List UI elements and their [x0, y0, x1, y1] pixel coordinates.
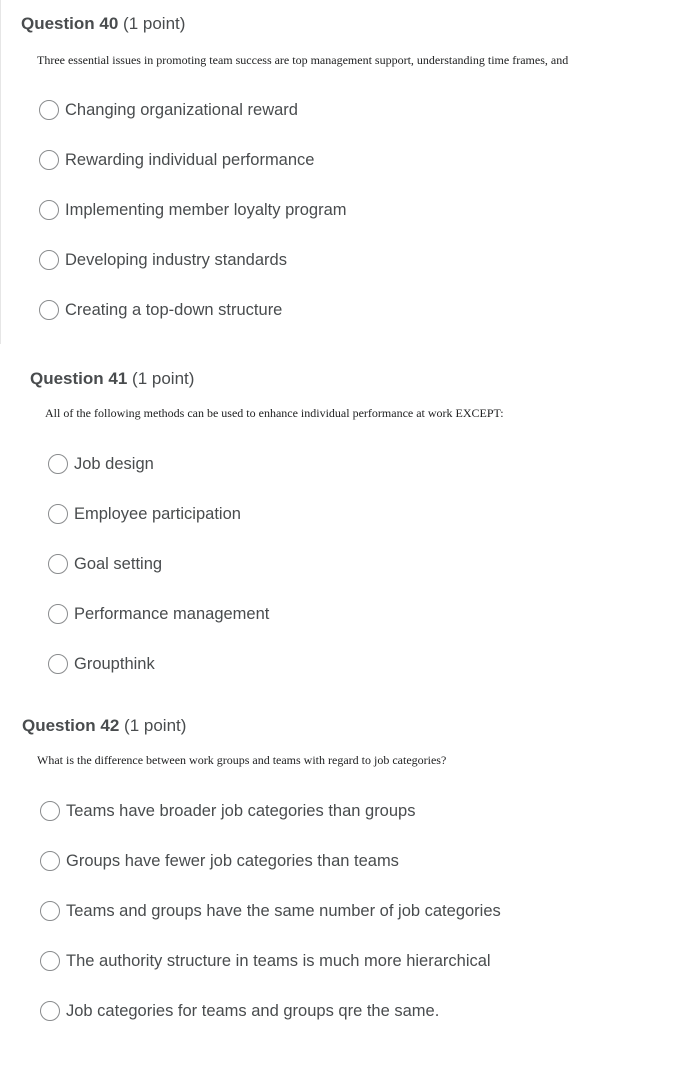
answer-option-label[interactable]: Creating a top-down structure — [65, 301, 283, 319]
question-title — [22, 716, 186, 736]
answer-option-label[interactable]: Performance management — [74, 605, 270, 623]
answer-option-label[interactable]: The authority structure in teams is much more hierarchical — [66, 952, 491, 970]
radio-button[interactable] — [39, 250, 59, 270]
answer-option[interactable] — [40, 849, 399, 873]
answer-option[interactable] — [48, 652, 155, 676]
radio-button[interactable] — [48, 454, 68, 474]
question-number: Question 42 — [22, 716, 120, 735]
question-text: What is the difference between work groups and teams with regard to job categories? — [37, 753, 447, 767]
answer-option-label[interactable]: Rewarding individual performance — [65, 151, 315, 169]
answer-option[interactable] — [48, 452, 154, 476]
answer-option-label[interactable]: Groupthink — [74, 655, 155, 673]
answer-option[interactable] — [48, 502, 241, 526]
answer-option[interactable] — [39, 98, 298, 122]
answer-option[interactable] — [40, 899, 501, 923]
question-points: (1 point) — [124, 716, 187, 735]
answer-option[interactable] — [40, 999, 439, 1023]
question-number: Question 40 — [21, 14, 119, 33]
answer-option-label[interactable]: Groups have fewer job categories than teams — [66, 852, 399, 870]
answer-option-label[interactable]: Job categories for teams and groups qre the same. — [66, 1002, 440, 1020]
answer-option-label[interactable]: Employee participation — [74, 505, 241, 523]
answer-option[interactable] — [40, 949, 491, 973]
radio-button[interactable] — [40, 901, 60, 921]
answer-option[interactable] — [48, 552, 162, 576]
question-40 — [0, 0, 696, 344]
radio-button[interactable] — [39, 200, 59, 220]
question-points: (1 point) — [123, 14, 186, 33]
radio-button[interactable] — [40, 801, 60, 821]
radio-button[interactable] — [48, 604, 68, 624]
answer-option[interactable] — [40, 799, 415, 823]
question-text: All of the following methods can be used to enhance individual performance at work EXCEPT: — [45, 406, 504, 420]
radio-button[interactable] — [40, 1001, 60, 1021]
radio-button[interactable] — [40, 951, 60, 971]
radio-button[interactable] — [39, 100, 59, 120]
answer-option-label[interactable]: Job design — [74, 455, 154, 473]
radio-button[interactable] — [48, 504, 68, 524]
question-text: Three essential issues in promoting team success are top management support, understanding time frames, and — [37, 53, 569, 67]
question-41 — [0, 352, 696, 692]
answer-option[interactable] — [39, 148, 314, 172]
answer-option[interactable] — [39, 248, 287, 272]
question-number: Question 41 — [30, 369, 128, 388]
radio-button[interactable] — [48, 654, 68, 674]
answer-option-label[interactable]: Teams have broader job categories than groups — [66, 802, 416, 820]
question-42 — [0, 700, 696, 1072]
radio-button[interactable] — [48, 554, 68, 574]
answer-option-label[interactable]: Teams and groups have the same number of job categories — [66, 902, 501, 920]
radio-button[interactable] — [39, 300, 59, 320]
question-title — [21, 14, 185, 34]
question-points: (1 point) — [132, 369, 195, 388]
answer-option[interactable] — [39, 298, 282, 322]
answer-option[interactable] — [39, 198, 347, 222]
answer-option[interactable] — [48, 602, 269, 626]
question-title — [30, 369, 194, 389]
answer-option-label[interactable]: Changing organizational reward — [65, 101, 298, 119]
answer-option-label[interactable]: Implementing member loyalty program — [65, 201, 347, 219]
answer-option-label[interactable]: Developing industry standards — [65, 251, 287, 269]
radio-button[interactable] — [40, 851, 60, 871]
answer-option-label[interactable]: Goal setting — [74, 555, 163, 573]
radio-button[interactable] — [39, 150, 59, 170]
